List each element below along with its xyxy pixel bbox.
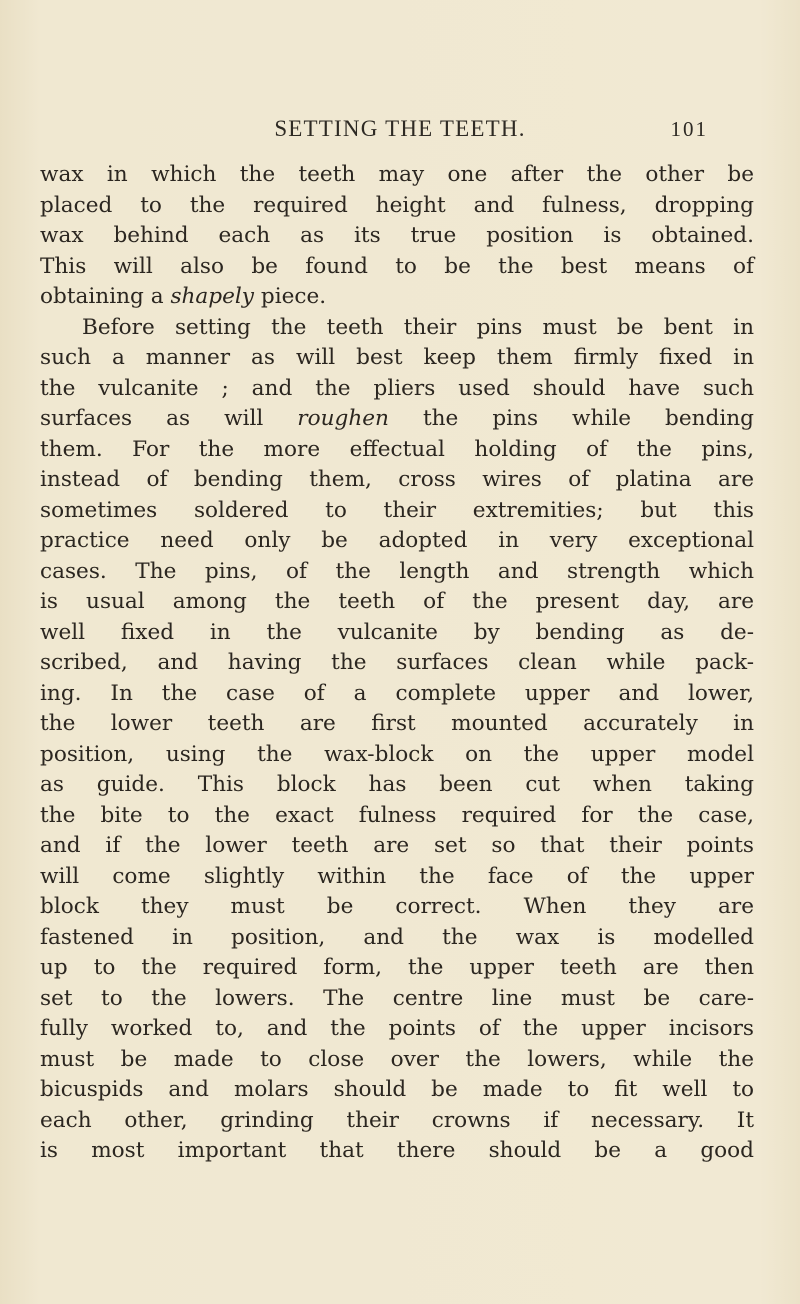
text-line xyxy=(40,160,754,191)
text-line xyxy=(40,618,754,649)
text-segment: the vulcanite ; and the pliers used should have such xyxy=(40,375,754,401)
text-segment: bicuspids and molars should be made to fit well to xyxy=(40,1077,754,1102)
text-segment: set to the lowers. The centre line must be care- xyxy=(40,985,754,1011)
text-segment: This will also be found to be the best means of xyxy=(40,253,754,279)
text-segment: instead of bending them, cross wires of platina are xyxy=(40,467,754,492)
text-segment: each other, grinding their crowns if necessary. It xyxy=(40,1107,754,1133)
text-segment: the lower teeth are first mounted accurately in xyxy=(40,711,754,736)
text-line xyxy=(40,465,754,496)
text-segment: well fixed in the vulcanite by bending as de- xyxy=(40,619,754,645)
italic-word: shapely xyxy=(170,284,255,309)
text-line xyxy=(40,801,754,832)
text-segment: must be made to close over the lowers, while the xyxy=(40,1046,754,1072)
text-line xyxy=(40,313,754,344)
text-segment: the bite to the exact fulness required for the case, xyxy=(40,802,754,828)
text-segment: wax in which the teeth may one after the other be xyxy=(40,162,754,187)
text-segment: fully worked to, and the points of the upper incisors xyxy=(40,1016,754,1041)
body-text xyxy=(40,160,754,1167)
text-line xyxy=(40,770,754,801)
text-segment: them. For the more effectual holding of the pins, xyxy=(40,436,754,462)
text-line xyxy=(40,526,754,557)
text-segment: scribed, and having the surfaces clean while pack- xyxy=(40,650,754,675)
text-segment: placed to the required height and fulness, dropping xyxy=(40,192,754,218)
text-line xyxy=(40,587,754,618)
text-segment: wax behind each as its true position is obtained. xyxy=(40,223,754,248)
text-segment: ing. In the case of a complete upper and lower, xyxy=(40,680,754,706)
text-segment: obtaining a xyxy=(40,284,171,309)
text-segment: fastened in position, and the wax is modelled xyxy=(40,924,754,950)
running-head xyxy=(0,112,800,146)
text-line xyxy=(40,831,754,862)
text-segment: as guide. This block has been cut when taking xyxy=(40,772,754,797)
text-segment: will come slightly within the face of the upper xyxy=(40,863,754,889)
text-segment: up to the required form, the upper teeth are then xyxy=(40,955,754,980)
text-line xyxy=(40,648,754,679)
text-segment: cases. The pins, of the length and strength which xyxy=(40,558,754,584)
text-line xyxy=(40,374,754,405)
text-segment: Before setting the teeth their pins must be bent in xyxy=(82,314,754,340)
text-line xyxy=(40,709,754,740)
text-segment: practice need only be adopted in very exceptional xyxy=(40,528,754,553)
italic-word: roughen xyxy=(297,406,389,431)
text-segment: position, using the wax-block on the upper model xyxy=(40,741,754,767)
text-line xyxy=(40,923,754,954)
text-line xyxy=(40,1106,754,1137)
text-line xyxy=(40,435,754,466)
text-segment: and if the lower teeth are set so that their points xyxy=(40,833,754,858)
text-line xyxy=(40,252,754,283)
text-line xyxy=(40,1045,754,1076)
page-number: 101 xyxy=(670,117,708,141)
text-line xyxy=(40,282,754,313)
text-line xyxy=(40,191,754,222)
text-line xyxy=(40,679,754,710)
text-line xyxy=(40,1136,754,1167)
text-line xyxy=(40,496,754,527)
text-line xyxy=(40,404,754,435)
text-line xyxy=(40,343,754,374)
text-line xyxy=(40,740,754,771)
text-segment: such a manner as will best keep them firmly fixed in xyxy=(40,345,754,370)
text-line xyxy=(40,221,754,252)
text-segment: sometimes soldered to their extremities; but this xyxy=(40,497,754,523)
text-segment: is most important that there should be a good xyxy=(40,1138,754,1163)
running-title: SETTING THE TEETH. xyxy=(274,116,526,141)
text-segment: piece. xyxy=(254,284,327,309)
text-line xyxy=(40,1014,754,1045)
text-line xyxy=(40,984,754,1015)
text-segment: surfaces as will xyxy=(40,406,298,431)
text-segment: block they must be correct. When they are xyxy=(40,894,754,919)
text-line xyxy=(40,953,754,984)
text-line xyxy=(40,862,754,893)
text-line xyxy=(40,892,754,923)
text-line xyxy=(40,1075,754,1106)
text-segment: the pins while bending xyxy=(388,406,754,431)
text-line xyxy=(40,557,754,588)
text-segment: is usual among the teeth of the present day, are xyxy=(40,589,754,614)
